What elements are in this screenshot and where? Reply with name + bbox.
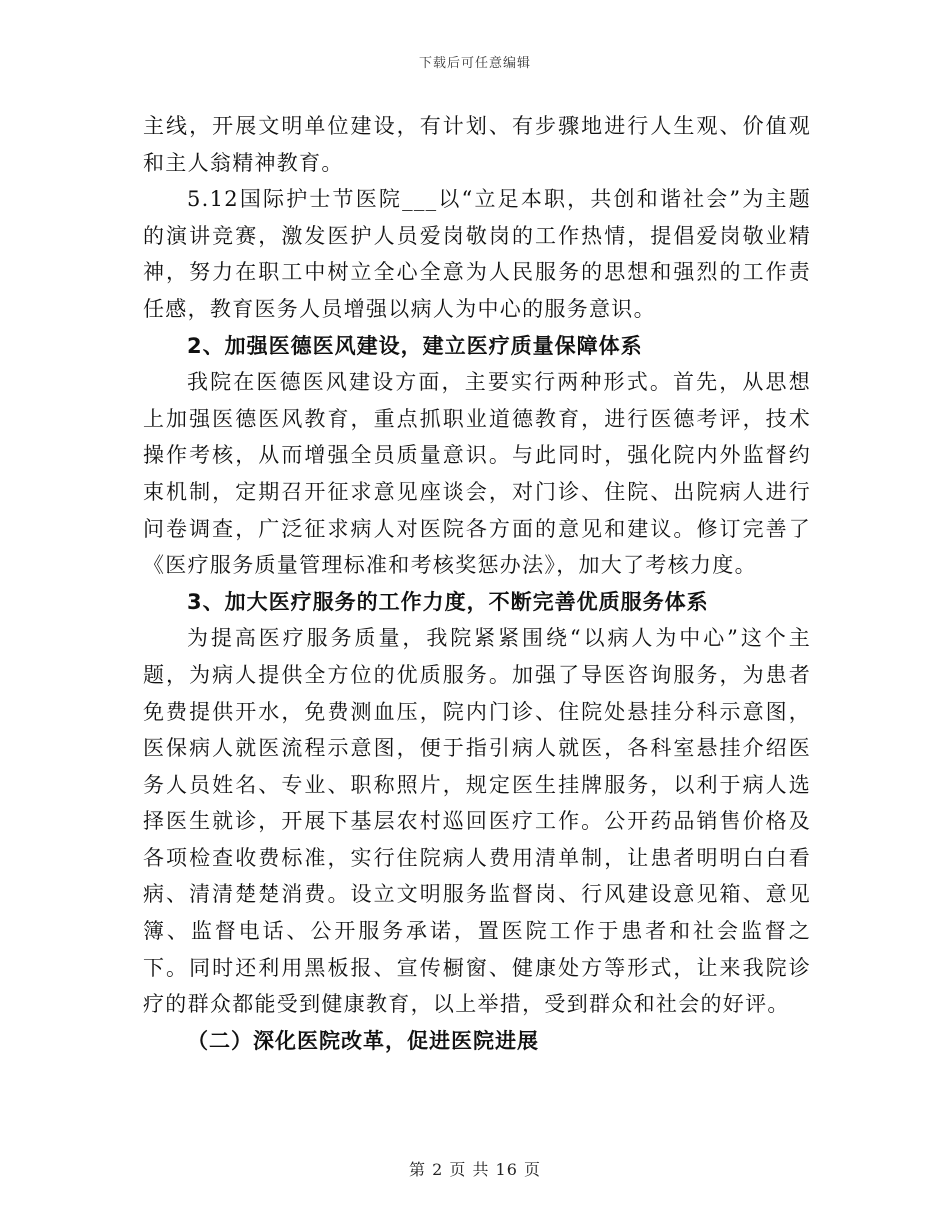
paragraph-continued: 主线，开展文明单位建设，有计划、有步骤地进行人生观、价值观和主人翁精神教育。 [143,114,811,175]
section-heading-medical-service: 3、加大医疗服务的工作力度，不断完善优质服务体系 [187,589,709,614]
section-heading-hospital-reform: （二）深化医院改革，促进医院进展 [187,1028,539,1053]
section-heading-medical-ethics: 2、加强医德医风建设，建立医疗质量保障体系 [187,333,643,358]
document-body [143,108,811,1059]
paragraph-medical-service: 为提高医疗服务质量，我院紧紧围绕“以病人为中心”这个主题，为病人提供全方位的优质服务。加强了导医咨询服务，为患者免费提供开水，免费测血压，院内门诊、住院处悬挂分科示意图，医保病人就医流程示意图，便于指引病人就医，各科室悬挂介绍医务人员姓名、专业、职称照片，规定医生挂牌服务，以利于病人选择医生就诊，开展下基层农村巡回医疗工作。公开药品销售价格及各项检查收费标准，实行住院病人费用清单制，让患者明明白白看病、清清楚楚消费。设立文明服务监督岗、行风建设意见箱、意见簿、监督电话、公开服务承诺，置医院工作于患者和社会监督之下。同时还利用黑板报、宣传橱窗、健康处方等形式，让来我院诊疗的群众都能受到健康教育，以上举措，受到群众和社会的好评。 [143,626,811,1017]
paragraph-medical-ethics: 我院在医德医风建设方面，主要实行两种形式。首先，从思想上加强医德医风教育，重点抓职业道德教育，进行医德考评，技术操作考核，从而增强全员质量意识。与此同时，强化院内外监督约束机制，定期召开征求意见座谈会，对门诊、住院、出院病人进行问卷调查，广泛征求病人对医院各方面的意见和建议。修订完善了《医疗服务质量管理标准和考核奖惩办法》，加大了考核力度。 [143,370,811,578]
paragraph-nurses-day: 5.12国际护士节医院___以“立足本职，共创和谐社会”为主题的演讲竞赛，激发医护人员爱岗敬岗的工作热情，提倡爱岗敬业精神，努力在职工中树立全心全意为人民服务的思想和强烈的工作责任感，教育医务人员增强以病人为中心的服务意识。 [143,187,811,321]
page-header: 下载后可任意编辑 [418,56,531,71]
page-number: 第 2 页 共 16 页 [409,1160,541,1179]
